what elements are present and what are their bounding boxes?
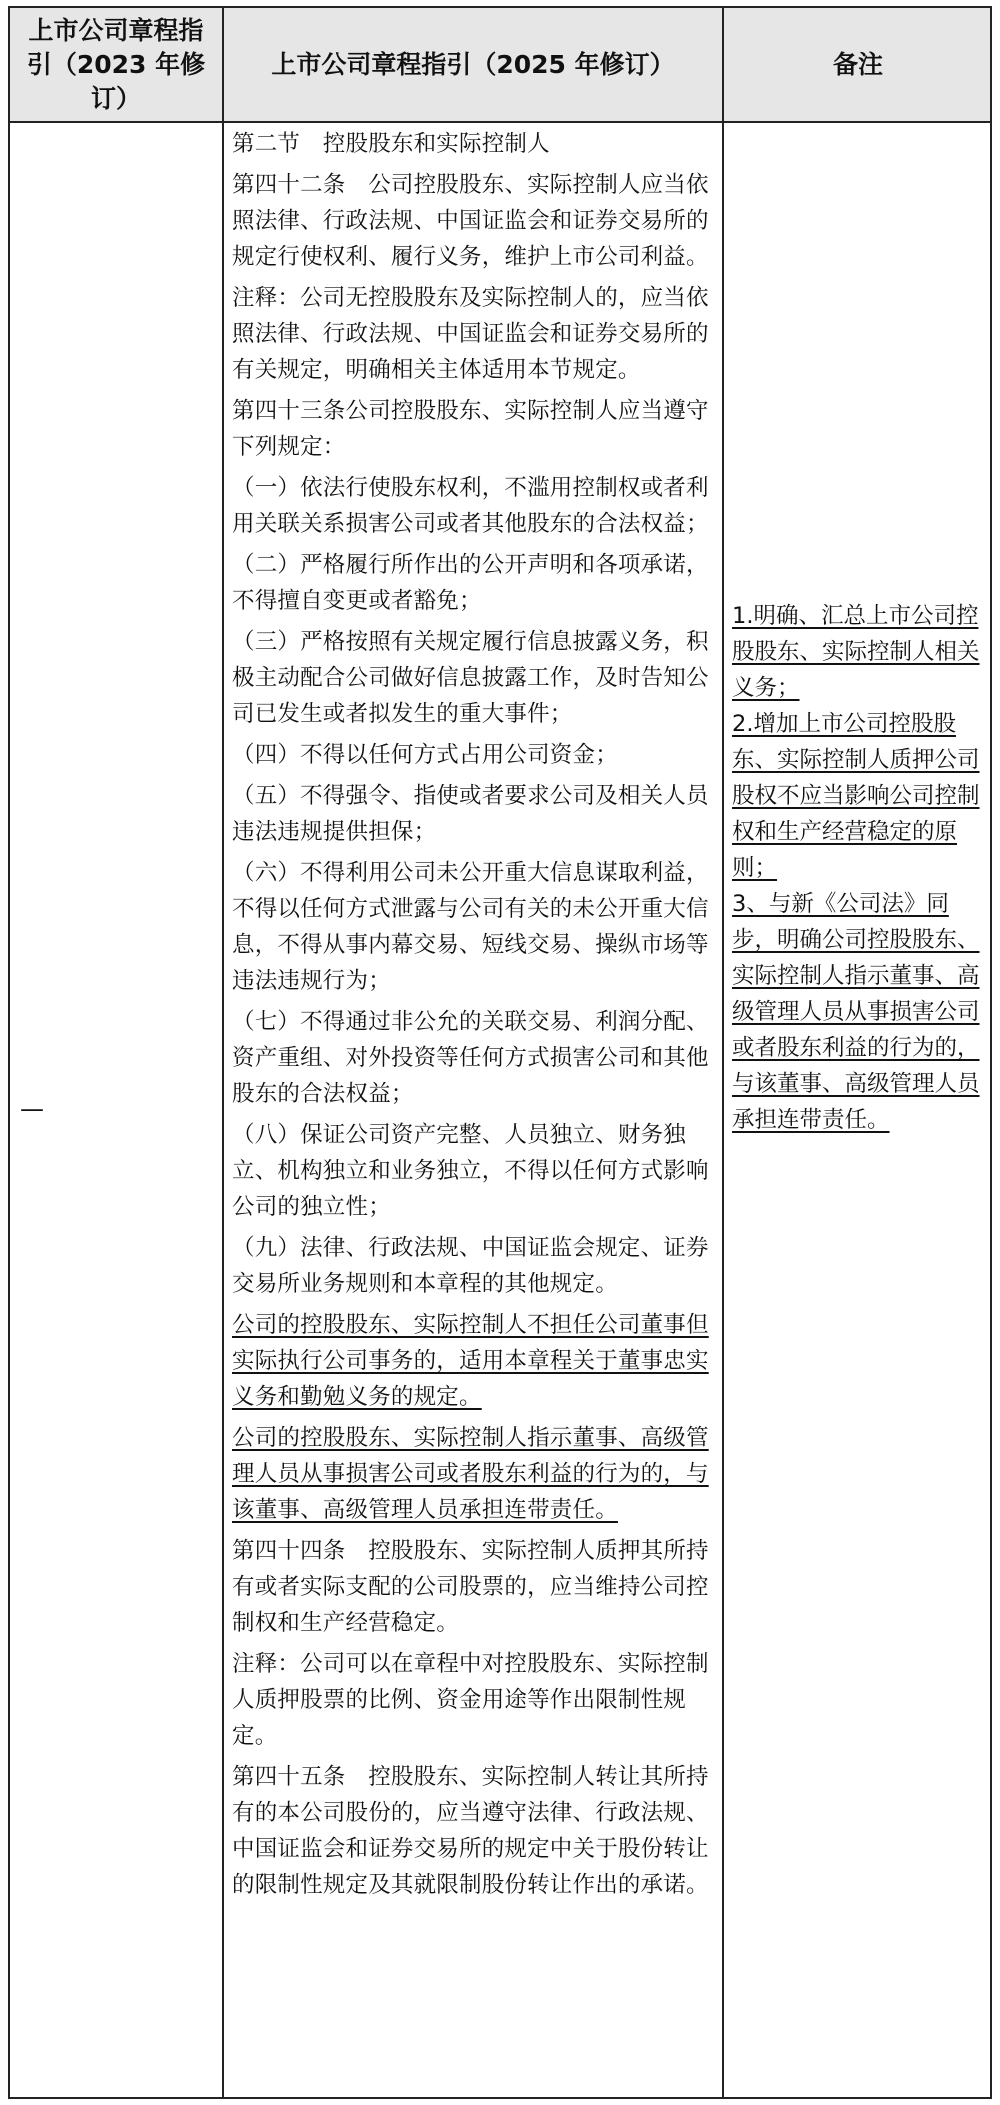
comparison-table [8,6,992,2099]
cell-2023-content: — [20,1095,44,1123]
header-2025-version: 上市公司章程指引（2025 年修订） [271,49,675,79]
clause-item: （二）严格履行所作出的公开声明和各项承诺，不得擅自变更或者豁免； [232,552,709,614]
remark-item [732,886,990,1138]
column-divider [722,8,724,2097]
article-42: 第四十二条 公司控股股东、实际控制人应当依照法律、行政法规、中国证监会和证券交易所的规定行使权利、履行义务，维护上市公司利益。 [232,172,709,270]
article-43: 第四十三条公司控股股东、实际控制人应当遵守下列规定： [232,398,709,460]
clause-item: （五）不得强令、指使或者要求公司及相关人员违法违规提供担保； [232,783,709,845]
cell-remarks-content [732,598,990,1138]
underlined-text: 2.增加上市公司控股股东、实际控制人质押公司股权不应当影响公司控制权和生产经营稳定的原则； [732,711,980,881]
clause-item: （七）不得通过非公允的关联交易、利润分配、资产重组、对外投资等任何方式损害公司和其他股东的合法权益； [232,1009,709,1107]
cell-2025-content [232,126,720,1908]
clause-item: （九）法律、行政法规、中国证监会规定、证券交易所业务规则和本章程的其他规定。 [232,1235,709,1297]
underlined-text: 3、与新《公司法》同步，明确公司控股股东、实际控制人指示董事、高级管理人员从事损害公司或者股东利益的行为的，与该董事、高级管理人员承担连带责任。 [732,891,980,1133]
clause-item: （三）严格按照有关规定履行信息披露义务，积极主动配合公司做好信息披露工作，及时告知公司已发生或者拟发生的重大事件； [232,629,709,727]
note-paragraph: 注释：公司可以在章程中对控股股东、实际控制人质押股票的比例、资金用途等作出限制性规定。 [232,1651,709,1749]
clause-item: （八）保证公司资产完整、人员独立、财务独立、机构独立和业务独立，不得以任何方式影响公司的独立性； [232,1122,709,1220]
underlined-text: 公司的控股股东、实际控制人指示董事、高级管理人员从事损害公司或者股东利益的行为的，与该董事、高级管理人员承担连带责任。 [232,1425,709,1523]
header-remarks: 备注 [832,49,883,79]
table-header-row [10,8,990,123]
added-paragraph [232,1420,720,1528]
added-paragraph [232,1307,720,1415]
column-divider [222,8,224,2097]
underlined-text: 1.明确、汇总上市公司控股股东、实际控制人相关义务； [732,603,980,701]
underlined-text: 公司的控股股东、实际控制人不担任公司董事但实际执行公司事务的，适用本章程关于董事忠实义务和勤勉义务的规定。 [232,1312,709,1410]
article-45: 第四十五条 控股股东、实际控制人转让其所持有的本公司股份的，应当遵守法律、行政法规、中国证监会和证券交易所的规定中关于股份转让的限制性规定及其就限制股份转让作出的承诺。 [232,1764,709,1898]
article-44: 第四十四条 控股股东、实际控制人质押其所持有或者实际支配的公司股票的，应当维持公司控制权和生产经营稳定。 [232,1538,709,1636]
remark-item [732,706,990,886]
remark-item [732,598,990,706]
clause-item: （六）不得利用公司未公开重大信息谋取利益，不得以任何方式泄露与公司有关的未公开重大信息，不得从事内幕交易、短线交易、操纵市场等违法违规行为； [232,860,709,994]
note-paragraph: 注释：公司无控股股东及实际控制人的，应当依照法律、行政法规、中国证监会和证券交易所的有关规定，明确相关主体适用本节规定。 [232,285,709,383]
header-2023-version: 上市公司章程指引（2023 年修订） [26,15,206,113]
section-title: 第二节 控股股东和实际控制人 [232,131,550,157]
clause-item: （一）依法行使股东权利，不滥用控制权或者利用关联关系损害公司或者其他股东的合法权益； [232,475,709,537]
clause-item: （四）不得以任何方式占用公司资金； [232,742,618,768]
